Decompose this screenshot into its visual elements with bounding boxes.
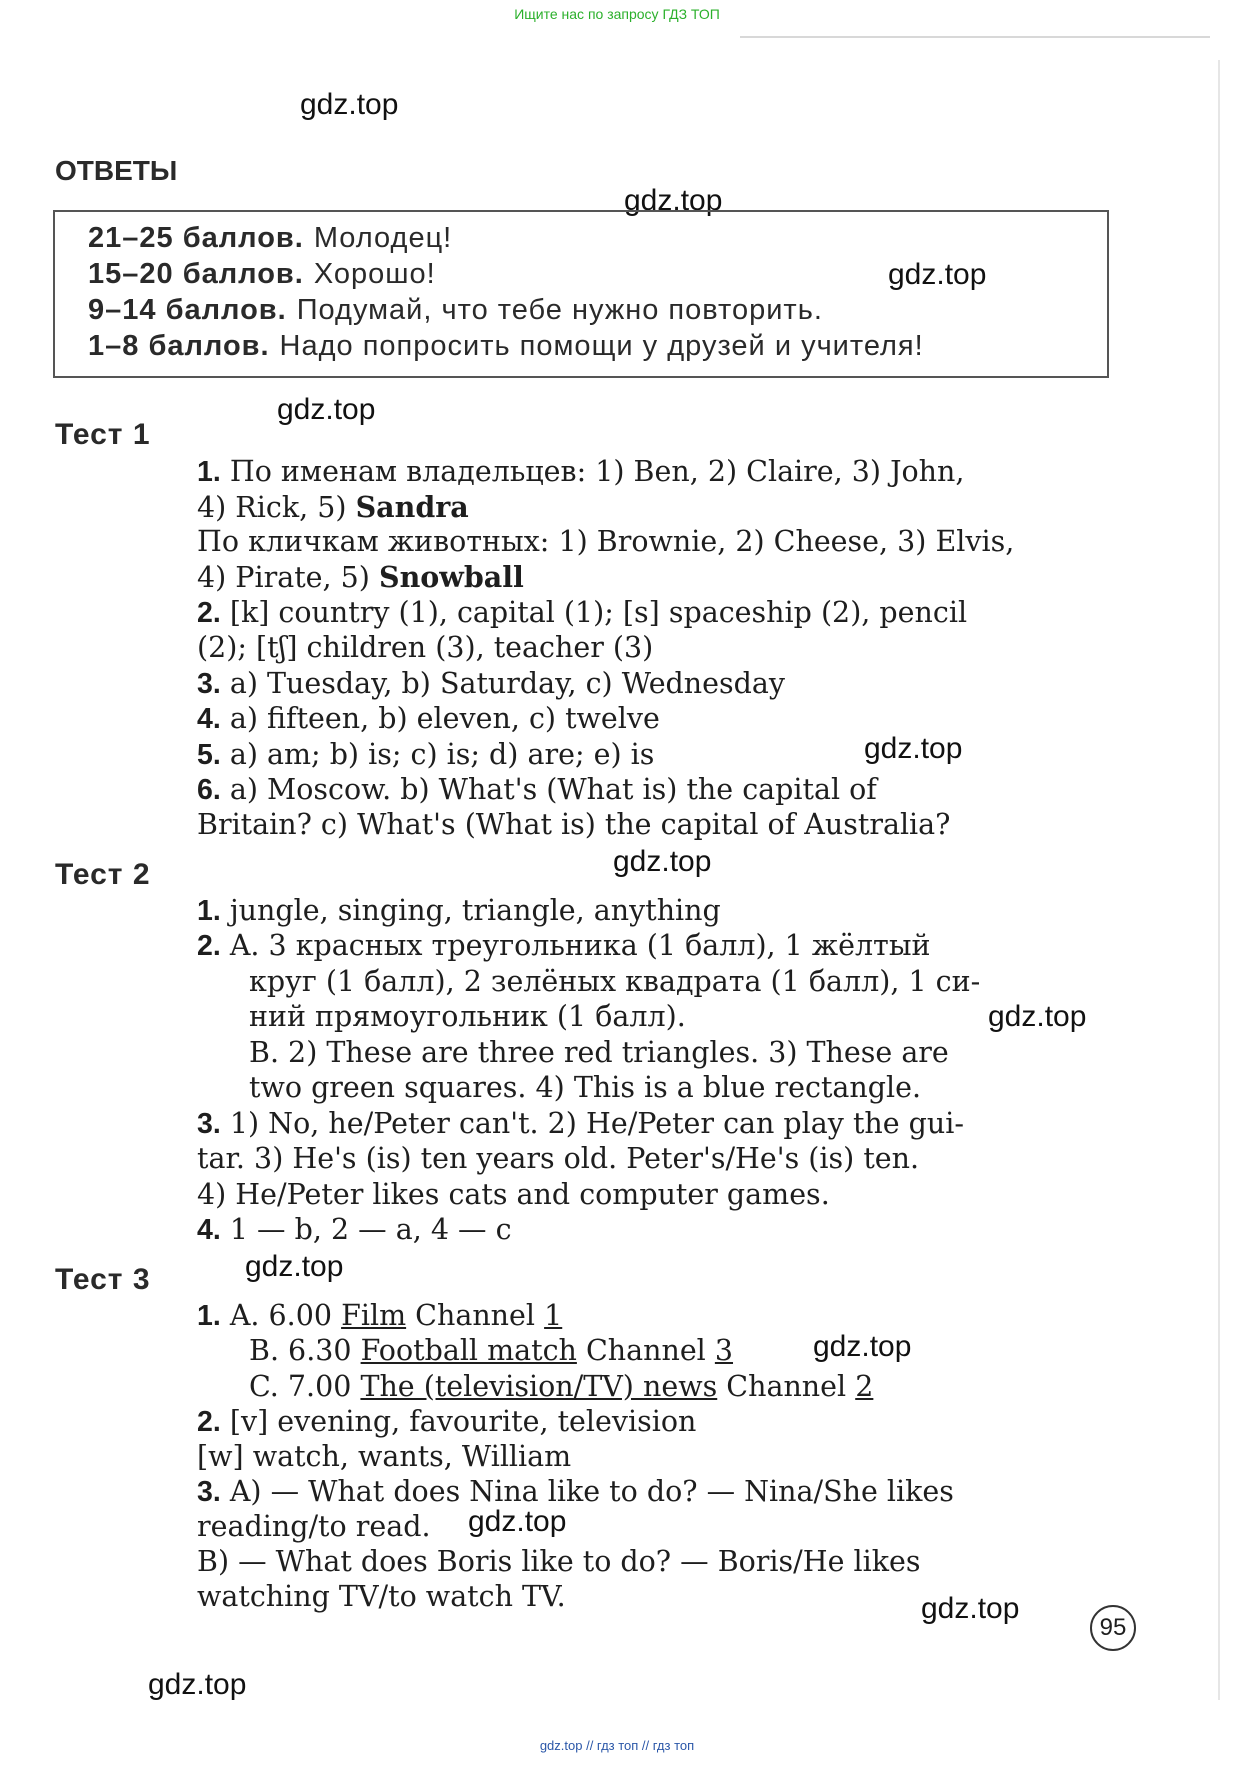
answer-text: a) Tuesday, b) Saturday, c) Wednesday <box>229 667 785 700</box>
watermark: gdz.top <box>245 1250 344 1283</box>
answer-line: Britain? c) What's (What is) the capital of Australia? <box>197 808 951 841</box>
answer-number: 5. <box>197 739 221 771</box>
score-line <box>88 258 436 291</box>
answer-line <box>197 1106 964 1142</box>
divider <box>740 36 1210 38</box>
answer-text: По именам владельцев: 1) Ben, 2) Claire, 3) John, <box>229 455 965 488</box>
answer-text: A) — What does Nina like to do? — Nina/She likes <box>229 1475 954 1508</box>
answer-text: [k] country (1), capital (1); [s] spaceship (2), pencil <box>229 596 968 629</box>
watermark: gdz.top <box>468 1505 567 1538</box>
schedule-time: A. 6.00 <box>229 1299 333 1332</box>
schedule-show: Film <box>341 1299 407 1332</box>
answer-line: two green squares. 4) This is a blue rectangle. <box>249 1071 922 1104</box>
answer-line <box>197 701 660 737</box>
watermark: gdz.top <box>277 393 376 426</box>
answer-line: B) — What does Boris like to do? — Boris/He likes <box>197 1545 921 1578</box>
answer-number: 2. <box>197 930 221 962</box>
answer-line <box>197 893 721 929</box>
answer-text: 4) Rick, 5) <box>197 491 347 524</box>
score-range: 9–14 баллов. <box>88 294 287 326</box>
answer-line <box>249 1369 873 1405</box>
answer-text: 1 — b, 2 — a, 4 — c <box>229 1213 512 1246</box>
answer-line <box>197 928 931 964</box>
schedule-time: B. 6.30 <box>249 1334 352 1367</box>
footer-links[interactable]: gdz.top // гдз топ // гдз топ <box>539 1738 695 1753</box>
answer-number: 1. <box>197 895 221 927</box>
answer-line: B. 2) These are three red triangles. 3) These are <box>249 1036 949 1069</box>
answer-text: a) am; b) is; c) is; d) are; e) is <box>229 738 655 771</box>
answer-number: 6. <box>197 774 221 806</box>
schedule-channel-number: 3 <box>714 1334 734 1367</box>
answer-text: 1) No, he/Peter can't. 2) He/Peter can play the gui- <box>229 1107 965 1140</box>
answer-line <box>197 595 967 631</box>
score-line <box>88 222 452 255</box>
watermark: gdz.top <box>921 1592 1020 1625</box>
watermark: gdz.top <box>613 845 712 878</box>
answer-line <box>197 1212 512 1248</box>
answer-number: 2. <box>197 597 221 629</box>
answer-text: a) Moscow. b) What's (What is) the capital of <box>229 773 877 806</box>
schedule-channel-number: 2 <box>855 1370 874 1403</box>
answer-text: jungle, singing, triangle, anything <box>229 894 721 927</box>
answer-line <box>197 454 1112 490</box>
answer-text: A. 3 красных треугольника (1 балл), 1 жёлтый <box>229 929 931 962</box>
answer-line <box>197 1404 696 1440</box>
test-title: Тест 2 <box>55 858 151 891</box>
watermark: gdz.top <box>148 1668 247 1701</box>
answer-number: 1. <box>197 456 221 488</box>
answer-line: ний прямоугольник (1 балл). <box>249 1000 686 1033</box>
score-line <box>88 294 823 327</box>
answer-number: 2. <box>197 1406 221 1438</box>
score-line <box>88 330 924 363</box>
score-range: 15–20 баллов. <box>88 258 304 290</box>
answer-line <box>197 1298 562 1334</box>
schedule-channel: Channel <box>415 1299 536 1332</box>
answer-text: a) fifteen, b) eleven, c) twelve <box>229 702 660 735</box>
score-range: 21–25 баллов. <box>88 222 304 254</box>
answer-line: tar. 3) He's (is) ten years old. Peter's/He's (is) ten. <box>197 1142 920 1175</box>
schedule-channel-number: 1 <box>544 1299 563 1332</box>
answer-number: 3. <box>197 1476 221 1508</box>
answer-line: круг (1 балл), 2 зелёных квадрата (1 балл), 1 си- <box>249 965 981 998</box>
divider <box>1218 60 1220 1700</box>
schedule-channel: Channel <box>585 1334 706 1367</box>
answer-line <box>197 1474 954 1510</box>
answer-line: reading/to read. <box>197 1510 431 1543</box>
page-heading: ОТВЕТЫ <box>55 155 178 186</box>
answer-line <box>249 1333 733 1369</box>
answer-line: 4) He/Peter likes cats and computer games. <box>197 1178 830 1211</box>
score-range: 1–8 баллов. <box>88 330 270 362</box>
watermark: gdz.top <box>888 258 987 291</box>
watermark: gdz.top <box>813 1330 912 1363</box>
answer-text: [v] evening, favourite, television <box>229 1405 697 1438</box>
score-text: Хорошо! <box>313 258 436 290</box>
watermark: gdz.top <box>988 1000 1087 1033</box>
top-banner: Ищите нас по запросу ГДЗ ТОП <box>514 6 720 22</box>
schedule-show: The (television/TV) news <box>360 1370 718 1403</box>
answer-bold: Sandra <box>355 490 469 524</box>
answer-number: 3. <box>197 1108 221 1140</box>
schedule-show: Football match <box>360 1334 577 1367</box>
answer-line: (2); [tʃ] children (3), teacher (3) <box>197 631 654 664</box>
watermark: gdz.top <box>624 184 723 217</box>
answer-number: 4. <box>197 1214 221 1246</box>
page-number: 95 <box>1090 1605 1136 1651</box>
answer-line: [w] watch, wants, William <box>197 1440 572 1473</box>
test-title: Тест 1 <box>55 418 151 451</box>
watermark: gdz.top <box>300 88 399 121</box>
answer-number: 4. <box>197 703 221 735</box>
watermark: gdz.top <box>864 732 963 765</box>
answer-line <box>197 666 785 702</box>
answer-number: 3. <box>197 668 221 700</box>
schedule-time: C. 7.00 <box>249 1370 352 1403</box>
answer-line <box>197 559 524 595</box>
answer-line <box>197 737 654 773</box>
answer-number: 1. <box>197 1300 221 1332</box>
answer-line: По кличкам животных: 1) Brownie, 2) Cheese, 3) Elvis, <box>197 525 1015 558</box>
answer-line: watching TV/to watch TV. <box>197 1580 566 1613</box>
answer-bold: Snowball <box>378 560 524 594</box>
score-text: Молодец! <box>313 222 453 254</box>
answer-line <box>197 489 469 525</box>
score-text: Подумай, что тебе нужно повторить. <box>296 294 823 326</box>
schedule-channel: Channel <box>726 1370 847 1403</box>
test-title: Тест 3 <box>55 1263 151 1296</box>
answer-text: 4) Pirate, 5) <box>197 561 370 594</box>
answer-line <box>197 772 877 808</box>
score-text: Надо попросить помощи у друзей и учителя! <box>279 330 924 362</box>
